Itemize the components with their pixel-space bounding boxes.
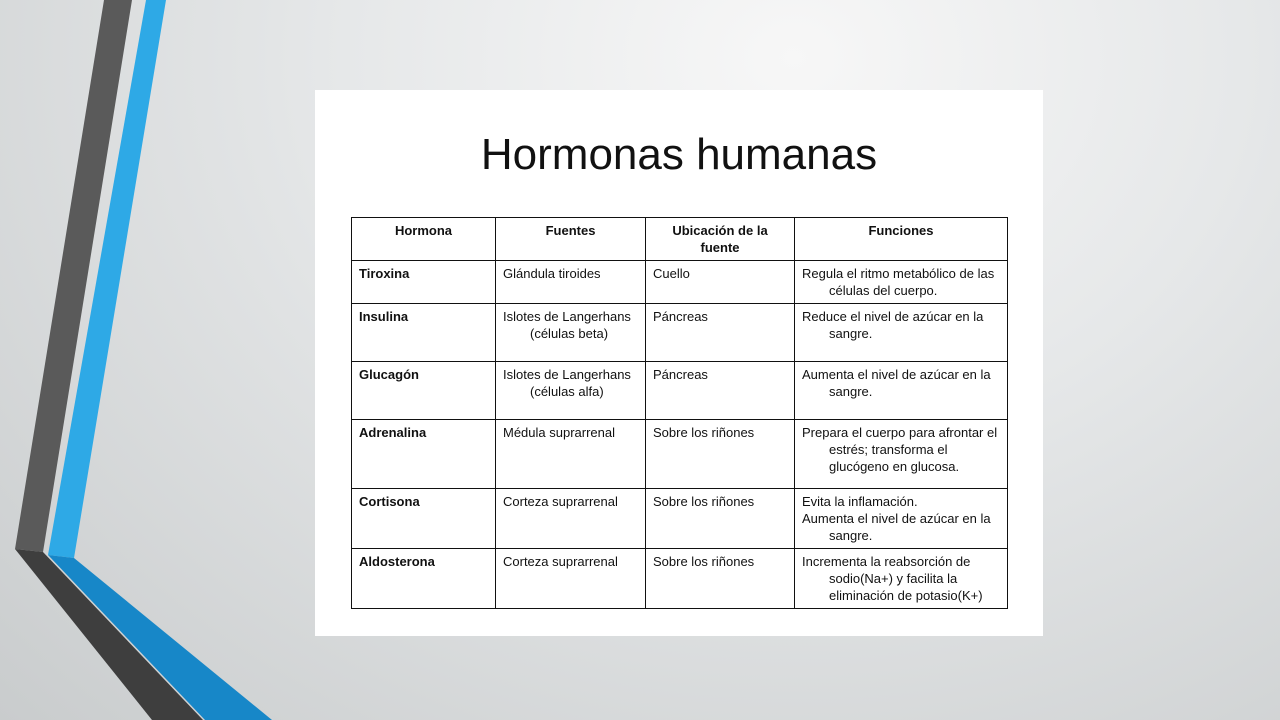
cell-ubicacion: Cuello bbox=[646, 261, 795, 304]
cell-ubicacion: Páncreas bbox=[646, 304, 795, 362]
cell-funciones bbox=[795, 489, 1008, 549]
cell-hormona: Insulina bbox=[352, 304, 496, 362]
cell-ubicacion: Sobre los riñones bbox=[646, 489, 795, 549]
header-ubicacion: Ubicación de la fuente bbox=[646, 218, 795, 261]
cell-funciones bbox=[795, 420, 1008, 489]
cell-funciones bbox=[795, 362, 1008, 420]
cell-fuentes bbox=[496, 549, 646, 609]
cell-funciones bbox=[795, 549, 1008, 609]
cell-fuentes bbox=[496, 489, 646, 549]
cell-funciones bbox=[795, 304, 1008, 362]
cell-hormona: Glucagón bbox=[352, 362, 496, 420]
hormone-table bbox=[351, 217, 1008, 609]
cell-funciones-text: Reduce el nivel de azúcar en la sangre. bbox=[802, 309, 984, 341]
cell-fuentes-text: Glándula tiroides bbox=[503, 266, 601, 281]
cell-ubicacion: Sobre los riñones bbox=[646, 549, 795, 609]
cell-funciones-text: Prepara el cuerpo para afrontar el estrés; transforma el glucógeno en glucosa. bbox=[802, 425, 998, 474]
dark-stripe-lower bbox=[15, 549, 203, 720]
cell-hormona: Aldosterona bbox=[352, 549, 496, 609]
cell-fuentes bbox=[496, 420, 646, 489]
cell-hormona: Tiroxina bbox=[352, 261, 496, 304]
cell-fuentes-text: Médula suprarrenal bbox=[503, 425, 616, 440]
cell-funciones-text: Aumenta el nivel de azúcar en la sangre. bbox=[802, 367, 991, 399]
cell-fuentes-text: Corteza suprarrenal bbox=[503, 554, 618, 569]
cell-funciones-text: Regula el ritmo metabólico de las células del cuerpo. bbox=[802, 266, 995, 298]
cell-fuentes bbox=[496, 304, 646, 362]
cell-fuentes-text: Islotes de Langerhans (células alfa) bbox=[503, 367, 631, 399]
table-row bbox=[352, 304, 1008, 362]
table-row bbox=[352, 489, 1008, 549]
cell-hormona: Cortisona bbox=[352, 489, 496, 549]
cell-fuentes-text: Islotes de Langerhans (células beta) bbox=[503, 309, 631, 341]
table-row bbox=[352, 420, 1008, 489]
cell-funciones bbox=[795, 261, 1008, 304]
cell-funciones-text: Incrementa la reabsorción de sodio(Na+) y facilita la eliminación de potasio(K+) bbox=[802, 554, 983, 603]
slide-title: Hormonas humanas bbox=[480, 130, 878, 179]
header-funciones: Funciones bbox=[795, 218, 1008, 261]
table-row bbox=[352, 549, 1008, 609]
cell-hormona: Adrenalina bbox=[352, 420, 496, 489]
header-hormona: Hormona bbox=[352, 218, 496, 261]
table-row bbox=[352, 362, 1008, 420]
cell-ubicacion: Sobre los riñones bbox=[646, 420, 795, 489]
cell-fuentes bbox=[496, 362, 646, 420]
cell-fuentes-text: Corteza suprarrenal bbox=[503, 494, 618, 509]
content-card bbox=[315, 90, 1043, 636]
header-fuentes: Fuentes bbox=[496, 218, 646, 261]
table-row bbox=[352, 261, 1008, 304]
cell-funciones-text: Evita la inflamación. bbox=[802, 494, 918, 509]
cell-ubicacion: Páncreas bbox=[646, 362, 795, 420]
table-header-row bbox=[352, 218, 1008, 261]
cell-funciones-text-2: Aumenta el nivel de azúcar en la sangre. bbox=[802, 511, 991, 543]
cell-fuentes bbox=[496, 261, 646, 304]
